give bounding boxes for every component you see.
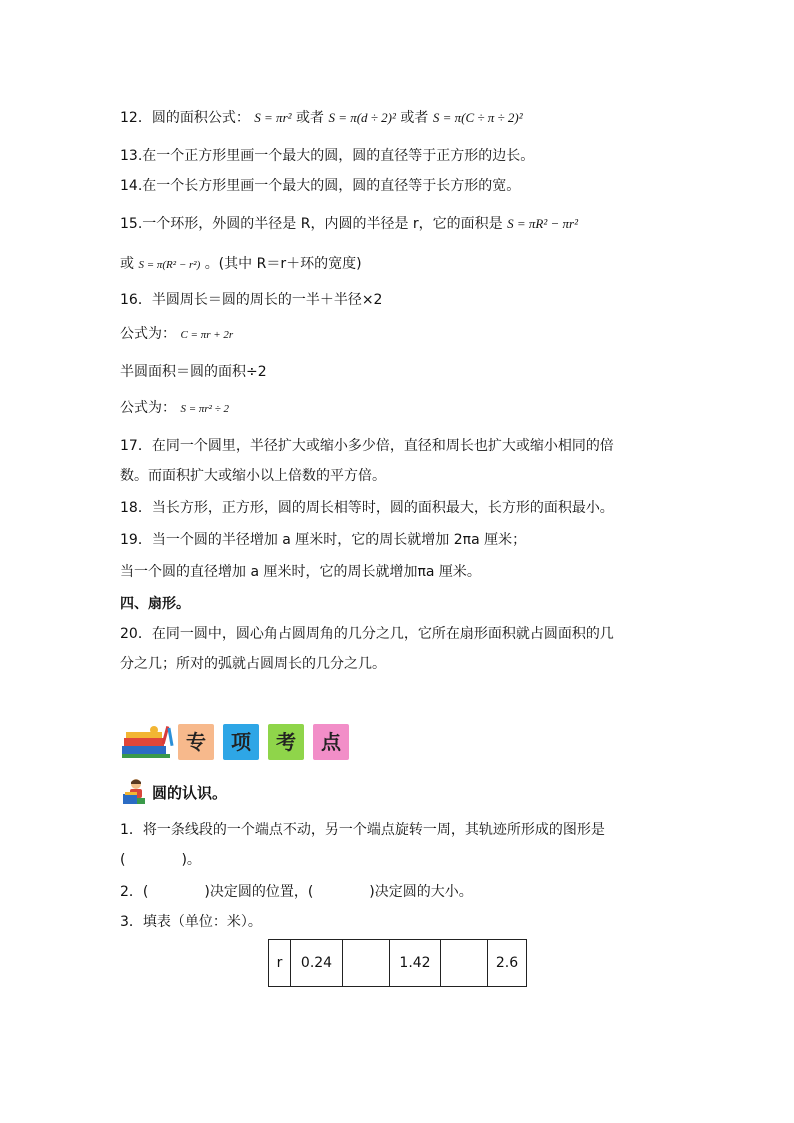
- area-formula-3: S = π(C ÷ π ÷ 2)²: [432, 110, 523, 125]
- item-12: [120, 108, 523, 128]
- tag-dian: 点: [313, 724, 349, 760]
- item-18: 18．当长方形，正方形，圆的周长相等时，圆的面积最大，长方形的面积最小。: [120, 500, 614, 516]
- radius-table: [268, 939, 527, 987]
- table-row: [269, 940, 527, 987]
- formula-label: 公式为：: [120, 400, 176, 416]
- item-16-formula: [120, 324, 233, 345]
- item-15: [120, 214, 578, 234]
- item-16-area: 半圆面积＝圆的面积÷2: [120, 364, 267, 380]
- reading-child-icon: [120, 778, 148, 806]
- item-19-line2: 当一个圆的直径增加 a 厘米时，它的周长就增加πa 厘米。: [120, 564, 481, 580]
- table-cell: r: [269, 940, 291, 987]
- or-text-2: 或者: [400, 110, 429, 126]
- question-3: 3．填表（单位：米）。: [120, 914, 262, 930]
- item-16: 16．半圆周长＝圆的周长的一半＋半径×2: [120, 292, 383, 308]
- question-1-line2: ( )。: [120, 852, 201, 868]
- item-12-text: 12．圆的面积公式：: [120, 110, 250, 126]
- question-1-line1: 1．将一条线段的一个端点不动，另一个端点旋转一周，其轨迹所形成的图形是: [120, 822, 605, 838]
- table-cell-blank[interactable]: [343, 940, 390, 987]
- item-20-line2: 分之几；所对的弧就占圆周长的几分之几。: [120, 656, 386, 672]
- item-20-line1: 20．在同一圆中，圆心角占圆周角的几分之几，它所在扇形面积就占圆面积的几: [120, 626, 614, 642]
- books-icon: [120, 724, 176, 760]
- item-16-area-formula: [120, 398, 229, 419]
- semicircle-perimeter-formula: C = πr + 2r: [180, 329, 234, 341]
- area-formula-1: S = πr²: [254, 110, 292, 125]
- table-cell: 2.6: [488, 940, 527, 987]
- semicircle-area-formula: S = πr² ÷ 2: [180, 403, 230, 415]
- question-2: 2．( )决定圆的位置，( )决定圆的大小。: [120, 884, 473, 900]
- table-cell: 1.42: [390, 940, 441, 987]
- table-cell-blank[interactable]: [441, 940, 488, 987]
- item-15-text: 15.一个环形，外圆的半径是 R，内圆的半径是 r，它的面积是: [120, 216, 503, 232]
- tag-xiang: 项: [223, 724, 259, 760]
- or-text-3: 或: [120, 256, 134, 272]
- tag-kao: 考: [268, 724, 304, 760]
- area-formula-2: S = π(d ÷ 2)²: [328, 110, 396, 125]
- item-15-continued: [120, 254, 362, 275]
- heading-sector: 四、扇形。: [120, 596, 190, 612]
- item-17-line1: 17．在同一个圆里，半径扩大或缩小多少倍，直径和周长也扩大或缩小相同的倍: [120, 438, 614, 454]
- ring-area-formula-2: S = π(R² − r²): [138, 259, 201, 271]
- item-19-line1: 19．当一个圆的半径增加 a 厘米时，它的周长就增加 2πa 厘米；: [120, 532, 527, 548]
- or-text-1: 或者: [295, 110, 324, 126]
- item-13: 13.在一个正方形里画一个最大的圆，圆的直径等于正方形的边长。: [120, 148, 535, 164]
- formula-label: 公式为：: [120, 326, 176, 342]
- ring-width-note: 。(其中 R＝r＋环的宽度): [204, 256, 362, 272]
- item-14: 14.在一个长方形里画一个最大的圆，圆的直径等于长方形的宽。: [120, 178, 521, 194]
- table-cell: 0.24: [291, 940, 343, 987]
- section-title: 圆的认识。: [152, 784, 228, 802]
- ring-area-formula: S = πR² − πr²: [507, 216, 578, 231]
- item-17-line2: 数。而面积扩大或缩小以上倍数的平方倍。: [120, 468, 386, 484]
- tag-zhuan: 专: [178, 724, 214, 760]
